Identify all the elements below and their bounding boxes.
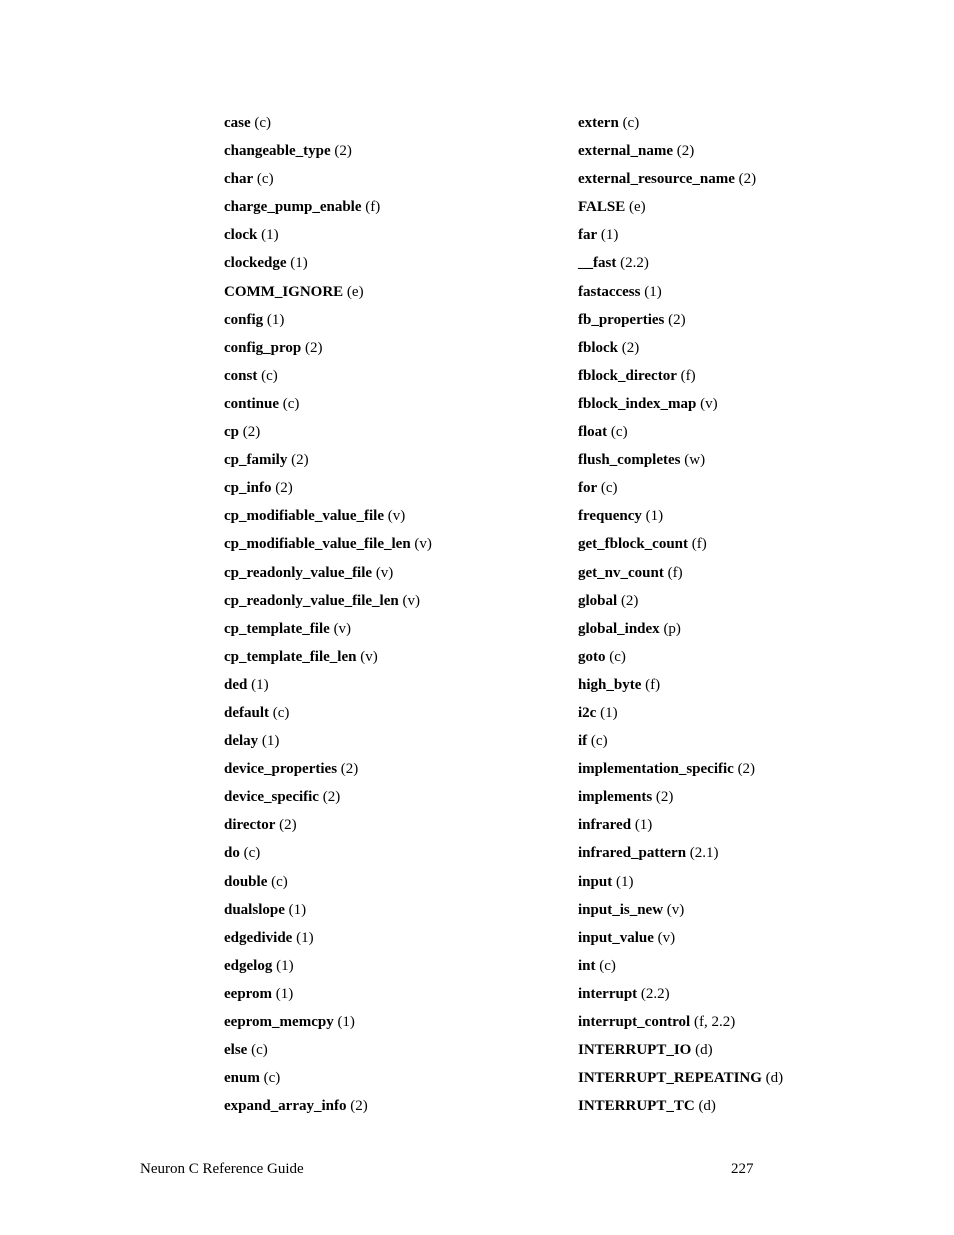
index-keyword: INTERRUPT_REPEATING — [578, 1070, 762, 1087]
index-entry — [224, 870, 432, 898]
index-entry — [224, 1066, 432, 1094]
index-keyword: cp_readonly_value_file — [224, 564, 373, 581]
index-entry — [224, 561, 432, 589]
index-entry — [578, 336, 783, 364]
index-entry — [578, 617, 783, 645]
index-keyword: external_resource_name — [578, 171, 735, 188]
index-keyword: extern — [578, 115, 619, 131]
index-entry — [578, 729, 783, 757]
index-keyword: INTERRUPT_TC — [578, 1098, 695, 1115]
index-entry — [578, 982, 783, 1010]
index-entry — [578, 1038, 783, 1066]
index-entry — [224, 420, 432, 448]
index-entry — [578, 589, 783, 617]
index-entry — [578, 813, 783, 841]
index-keyword: config — [224, 311, 264, 328]
index-reference: (e) — [346, 283, 364, 300]
index-reference: (f) — [365, 199, 381, 216]
index-keyword: input_is_new — [578, 901, 664, 918]
index-entry — [224, 532, 432, 560]
index-keyword: delay — [224, 733, 259, 750]
index-reference: (c) — [599, 957, 616, 974]
index-keyword: continue — [224, 395, 280, 412]
index-entry — [224, 1010, 432, 1038]
index-entry — [578, 308, 783, 336]
index-entry — [224, 617, 432, 645]
index-keyword: expand_array_info — [224, 1098, 347, 1115]
index-reference: (2) — [620, 592, 639, 609]
index-reference: (2) — [334, 143, 352, 160]
index-entry — [224, 813, 432, 841]
index-keyword: config_prop — [224, 339, 302, 356]
index-keyword: director — [224, 817, 276, 834]
index-reference: (c) — [272, 704, 290, 721]
index-entry — [224, 504, 432, 532]
index-entry — [224, 785, 432, 813]
index-keyword: input — [578, 873, 613, 890]
index-reference: (f) — [667, 564, 683, 581]
index-reference: (1) — [296, 929, 314, 946]
index-entry — [578, 841, 783, 869]
index-entry — [224, 898, 432, 926]
index-entry — [224, 167, 432, 195]
index-keyword: eeprom_memcpy — [224, 1014, 334, 1030]
index-entry — [224, 476, 432, 504]
index-entry — [578, 195, 783, 223]
index-entry — [578, 870, 783, 898]
index-keyword: case — [224, 115, 251, 131]
index-reference: (c) — [271, 873, 288, 890]
index-reference: (2) — [655, 789, 674, 806]
index-column-left — [224, 111, 432, 1122]
index-entry — [578, 251, 783, 279]
index-reference: (1) — [275, 985, 294, 1002]
index-reference: (1) — [251, 676, 269, 693]
index-reference: (1) — [337, 1014, 355, 1030]
index-keyword: clock — [224, 227, 258, 244]
index-keyword: changeable_type — [224, 143, 331, 160]
index-keyword: edgelog — [224, 957, 273, 974]
index-keyword: input_value — [578, 929, 654, 946]
index-keyword: clockedge — [224, 255, 287, 272]
index-reference: (2) — [350, 1098, 368, 1115]
index-reference: (2) — [668, 311, 686, 328]
index-entry — [224, 392, 432, 420]
index-entry — [224, 982, 432, 1010]
index-reference: (2) — [322, 789, 341, 806]
index-keyword: implements — [578, 789, 653, 806]
index-reference: (d) — [765, 1070, 784, 1087]
index-keyword: INTERRUPT_IO — [578, 1042, 692, 1059]
index-reference: (2) — [291, 452, 309, 469]
index-keyword: double — [224, 873, 268, 890]
index-entry — [224, 336, 432, 364]
index-keyword: interrupt_control — [578, 1014, 691, 1030]
index-keyword: frequency — [578, 508, 642, 525]
index-keyword: int — [578, 957, 596, 974]
index-keyword: device_specific — [224, 789, 319, 806]
index-keyword: get_nv_count — [578, 564, 664, 581]
index-keyword: far — [578, 227, 598, 244]
index-entry — [578, 448, 783, 476]
index-keyword: float — [578, 424, 608, 441]
index-keyword: fastaccess — [578, 283, 641, 300]
index-reference: (2.1) — [689, 845, 719, 862]
index-entry — [578, 954, 783, 982]
index-entry — [578, 532, 783, 560]
index-reference: (c) — [263, 1070, 281, 1087]
index-reference: (v) — [387, 508, 406, 525]
index-reference: (v) — [657, 929, 676, 946]
index-reference: (1) — [266, 311, 285, 328]
index-reference: (c) — [622, 115, 640, 131]
index-reference: (c) — [261, 367, 278, 384]
index-keyword: flush_completes — [578, 452, 681, 469]
index-entry — [578, 757, 783, 785]
index-entry — [578, 392, 783, 420]
index-reference: (f) — [680, 367, 696, 384]
index-entry — [578, 280, 783, 308]
index-keyword: FALSE — [578, 199, 626, 216]
index-keyword: eeprom — [224, 985, 273, 1002]
index-keyword: enum — [224, 1070, 260, 1087]
footer-document-title: Neuron C Reference Guide — [140, 1161, 304, 1177]
index-reference: (2) — [737, 761, 756, 778]
index-reference: (c) — [254, 115, 272, 131]
index-reference: (1) — [261, 227, 279, 244]
index-reference: (2) — [304, 339, 323, 356]
index-keyword: charge_pump_enable — [224, 199, 362, 216]
index-keyword: implementation_specific — [578, 761, 734, 778]
index-reference: (d) — [695, 1042, 713, 1059]
index-entry — [224, 1038, 432, 1066]
index-entry — [224, 757, 432, 785]
index-entry — [578, 561, 783, 589]
index-keyword: cp — [224, 424, 239, 441]
index-reference: (1) — [276, 957, 294, 974]
index-reference: (c) — [256, 171, 274, 188]
index-keyword: fblock_director — [578, 367, 677, 384]
index-keyword: global_index — [578, 620, 660, 637]
index-keyword: fblock_index_map — [578, 395, 697, 412]
index-entry — [224, 841, 432, 869]
index-reference: (f) — [691, 536, 707, 553]
index-keyword: high_byte — [578, 676, 642, 693]
index-keyword: device_properties — [224, 761, 338, 778]
index-entry — [224, 195, 432, 223]
index-keyword: get_fblock_count — [578, 536, 688, 553]
index-entry — [224, 139, 432, 167]
index-reference: (d) — [698, 1098, 716, 1115]
index-entry — [578, 139, 783, 167]
index-entry — [224, 589, 432, 617]
index-reference: (1) — [290, 255, 308, 272]
index-column-right — [578, 111, 783, 1122]
index-entry — [224, 280, 432, 308]
index-reference: (v) — [414, 536, 432, 553]
index-reference: (1) — [600, 704, 618, 721]
index-keyword: else — [224, 1042, 248, 1059]
index-reference: (2.2) — [620, 255, 649, 272]
index-entry — [578, 645, 783, 673]
index-reference: (v) — [375, 564, 394, 581]
index-keyword: __fast — [578, 255, 617, 272]
index-reference: (f, 2.2) — [693, 1014, 736, 1030]
index-keyword: dualslope — [224, 901, 285, 918]
index-reference: (2) — [242, 424, 261, 441]
index-keyword: global — [578, 592, 618, 609]
index-reference: (2) — [738, 171, 757, 188]
index-entry — [224, 1094, 432, 1122]
index-keyword: fblock — [578, 339, 619, 356]
index-keyword: infrared_pattern — [578, 845, 687, 862]
index-reference: (w) — [684, 452, 706, 469]
index-reference: (c) — [282, 395, 300, 412]
index-reference: (1) — [261, 733, 280, 750]
index-entry — [224, 111, 432, 139]
index-reference: (2) — [279, 817, 297, 834]
index-keyword: goto — [578, 648, 606, 665]
index-entry — [578, 1066, 783, 1094]
index-entry — [578, 673, 783, 701]
index-reference: (1) — [615, 873, 634, 890]
index-keyword: ded — [224, 676, 248, 693]
index-entry — [224, 308, 432, 336]
index-reference: (1) — [600, 227, 619, 244]
index-keyword: cp_readonly_value_file_len — [224, 592, 399, 609]
index-entry — [578, 1010, 783, 1038]
index-reference: (v) — [360, 648, 378, 665]
index-keyword: COMM_IGNORE — [224, 283, 344, 300]
index-keyword: const — [224, 367, 258, 384]
index-keyword: edgedivide — [224, 929, 293, 946]
index-entry — [224, 954, 432, 982]
index-entry — [578, 1094, 783, 1122]
index-reference: (1) — [644, 283, 662, 300]
index-entry — [224, 729, 432, 757]
index-entry — [578, 898, 783, 926]
index-entry — [224, 645, 432, 673]
footer-page-number: 227 — [731, 1161, 754, 1177]
index-reference: (v) — [402, 592, 420, 609]
index-reference: (v) — [666, 901, 685, 918]
index-reference: (2) — [621, 339, 640, 356]
index-entry — [224, 673, 432, 701]
index-keyword: cp_family — [224, 452, 288, 469]
index-reference: (c) — [243, 845, 261, 862]
index-entry — [224, 926, 432, 954]
index-keyword: do — [224, 845, 240, 862]
index-reference: (2.2) — [640, 985, 670, 1002]
index-reference: (v) — [700, 395, 718, 412]
index-reference: (p) — [663, 620, 681, 637]
index-keyword: cp_modifiable_value_file_len — [224, 536, 411, 553]
index-reference: (c) — [600, 480, 618, 497]
index-keyword: for — [578, 480, 598, 497]
index-entry — [224, 448, 432, 476]
index-keyword: external_name — [578, 143, 673, 160]
index-reference: (c) — [590, 733, 608, 750]
index-entry — [578, 223, 783, 251]
index-reference: (1) — [645, 508, 664, 525]
index-reference: (f) — [645, 676, 661, 693]
index-keyword: char — [224, 171, 254, 188]
index-entry — [224, 364, 432, 392]
index-keyword: if — [578, 733, 588, 750]
index-entry — [578, 364, 783, 392]
index-reference: (1) — [288, 901, 307, 918]
index-keyword: fb_properties — [578, 311, 665, 328]
index-entry — [578, 504, 783, 532]
index-entry — [578, 701, 783, 729]
index-entry — [224, 701, 432, 729]
index-keyword: cp_template_file — [224, 620, 330, 637]
index-entry — [578, 785, 783, 813]
index-reference: (1) — [634, 817, 653, 834]
index-reference: (c) — [610, 424, 628, 441]
index-entry — [224, 223, 432, 251]
index-keyword: cp_template_file_len — [224, 648, 357, 665]
index-reference: (v) — [333, 620, 352, 637]
index-reference: (2) — [676, 143, 695, 160]
index-reference: (c) — [251, 1042, 268, 1059]
index-keyword: interrupt — [578, 985, 638, 1002]
index-keyword: cp_modifiable_value_file — [224, 508, 384, 525]
index-keyword: i2c — [578, 704, 597, 721]
index-entry — [578, 420, 783, 448]
index-keyword: default — [224, 704, 269, 721]
index-keyword: cp_info — [224, 480, 272, 497]
index-keyword: infrared — [578, 817, 632, 834]
index-entry — [578, 476, 783, 504]
index-reference: (2) — [340, 761, 359, 778]
index-entry — [224, 251, 432, 279]
index-entry — [578, 167, 783, 195]
index-reference: (c) — [609, 648, 626, 665]
index-entry — [578, 111, 783, 139]
index-reference: (e) — [628, 199, 646, 216]
index-entry — [578, 926, 783, 954]
index-reference: (2) — [275, 480, 293, 497]
